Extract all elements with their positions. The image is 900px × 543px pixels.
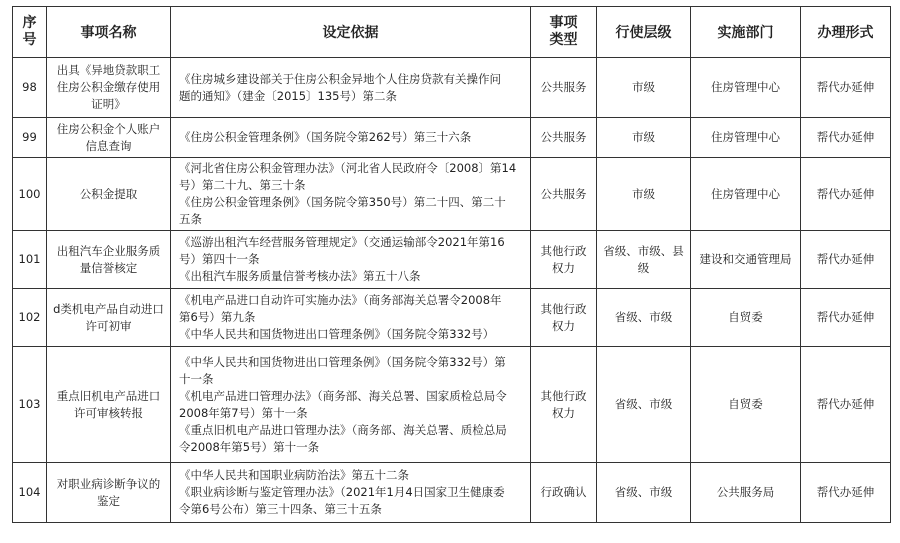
basis-line: 《巡游出租汽车经营服务管理规定》（交通运输部令2021年第16 [179,235,505,249]
table-row [13,58,891,118]
basis-line: 令第6号公布）第三十四条、第三十五条 [179,502,382,516]
header-level: 行使层级 [597,7,691,58]
row-item-name: 重点旧机电产品进口许可审核转报 [47,347,171,463]
row-form: 帮代办延伸 [801,289,891,347]
row-type: 公共服务 [531,118,597,158]
basis-line: 号）第二十九、第三十条 [179,178,306,192]
basis-line: 《住房公积金管理条例》（国务院令第262号）第三十六条 [179,130,472,144]
row-seq: 102 [13,289,47,347]
row-level: 省级、市级 [597,463,691,523]
row-dept: 建设和交通管理局 [691,231,801,289]
row-level: 市级 [597,58,691,118]
table-row [13,463,891,523]
basis-line: 《中华人民共和国职业病防治法》第五十二条 [179,468,409,482]
row-seq: 100 [13,158,47,231]
header-seq [13,7,47,58]
row-basis [171,289,531,347]
row-type: 其他行政权力 [531,347,597,463]
row-basis [171,58,531,118]
row-basis [171,158,531,231]
row-dept: 自贸委 [691,347,801,463]
row-level: 市级 [597,118,691,158]
service-items-table-container [12,6,890,523]
row-dept: 住房管理中心 [691,118,801,158]
header-type [531,7,597,58]
header-seq-line-2: 号 [22,32,37,48]
row-type: 公共服务 [531,58,597,118]
table-row [13,231,891,289]
basis-line: 五条 [179,212,202,226]
row-dept: 住房管理中心 [691,158,801,231]
row-basis [171,463,531,523]
row-dept: 住房管理中心 [691,58,801,118]
basis-line: 2008年第7号）第十一条 [179,405,308,420]
table-row [13,118,891,158]
header-dept: 实施部门 [691,7,801,58]
row-form: 帮代办延伸 [801,347,891,463]
row-form: 帮代办延伸 [801,58,891,118]
row-type: 其他行政权力 [531,289,597,347]
row-level: 省级、市级 [597,347,691,463]
row-type: 公共服务 [531,158,597,231]
row-level: 省级、市级、县级 [597,231,691,289]
row-form: 帮代办延伸 [801,158,891,231]
row-type: 其他行政权力 [531,231,597,289]
basis-line: 《出租汽车服务质量信誉考核办法》第五十八条 [179,269,421,283]
basis-line: 《机电产品进口管理办法》（商务部、海关总署、国家质检总局令 [179,388,507,403]
row-basis [171,231,531,289]
basis-line: 《河北省住房公积金管理办法》（河北省人民政府令〔2008〕第14 [179,161,517,175]
row-seq: 104 [13,463,47,523]
row-basis [171,118,531,158]
basis-line: 《职业病诊断与鉴定管理办法》（2021年1月4日国家卫生健康委 [179,485,505,499]
row-form: 帮代办延伸 [801,118,891,158]
basis-line: 题的通知》（建金〔2015〕135号）第二条 [179,88,397,103]
header-basis: 设定依据 [171,7,531,58]
basis-line: 《机电产品进口自动许可实施办法》（商务部海关总署令2008年 [179,293,502,307]
header-name: 事项名称 [47,7,171,58]
row-item-name: 出具《异地贷款职工住房公积金缴存使用证明》 [47,58,171,118]
row-item-name: 住房公积金个人账户信息查询 [47,118,171,158]
row-item-name: 对职业病诊断争议的鉴定 [47,463,171,523]
header-row [13,7,891,58]
header-seq-line-1: 序 [22,15,37,31]
row-item-name: 公积金提取 [47,158,171,231]
basis-line: 《重点旧机电产品进口管理办法》（商务部、海关总署、质检总局 [179,422,507,437]
row-type: 行政确认 [531,463,597,523]
basis-line: 第6号）第九条 [179,310,256,324]
basis-line: 号）第四十一条 [179,252,260,266]
basis-line: 《中华人民共和国货物进出口管理条例》（国务院令第332号）第 [179,354,506,369]
row-dept: 公共服务局 [691,463,801,523]
row-level: 市级 [597,158,691,231]
row-form: 帮代办延伸 [801,231,891,289]
service-items-table [12,6,891,523]
row-item-name: 出租汽车企业服务质量信誉核定 [47,231,171,289]
row-level: 省级、市级 [597,289,691,347]
basis-line: 《中华人民共和国货物进出口管理条例》（国务院令第332号） [179,327,495,341]
header-type-line-1: 事项 [549,15,578,31]
header-form: 办理形式 [801,7,891,58]
row-basis [171,347,531,463]
table-row [13,347,891,463]
table-row [13,158,891,231]
row-item-name: d类机电产品自动进口许可初审 [47,289,171,347]
basis-line: 《住房城乡建设部关于住房公积金异地个人住房贷款有关操作问 [179,71,501,86]
row-seq: 98 [13,58,47,118]
header-type-line-2: 类型 [549,32,578,48]
table-row [13,289,891,347]
row-dept: 自贸委 [691,289,801,347]
row-seq: 103 [13,347,47,463]
basis-line: 令2008年第5号）第十一条 [179,439,320,454]
row-form: 帮代办延伸 [801,463,891,523]
basis-line: 十一条 [179,371,214,386]
row-seq: 99 [13,118,47,158]
basis-line: 《住房公积金管理条例》（国务院令第350号）第二十四、第二十 [179,195,506,209]
row-seq: 101 [13,231,47,289]
